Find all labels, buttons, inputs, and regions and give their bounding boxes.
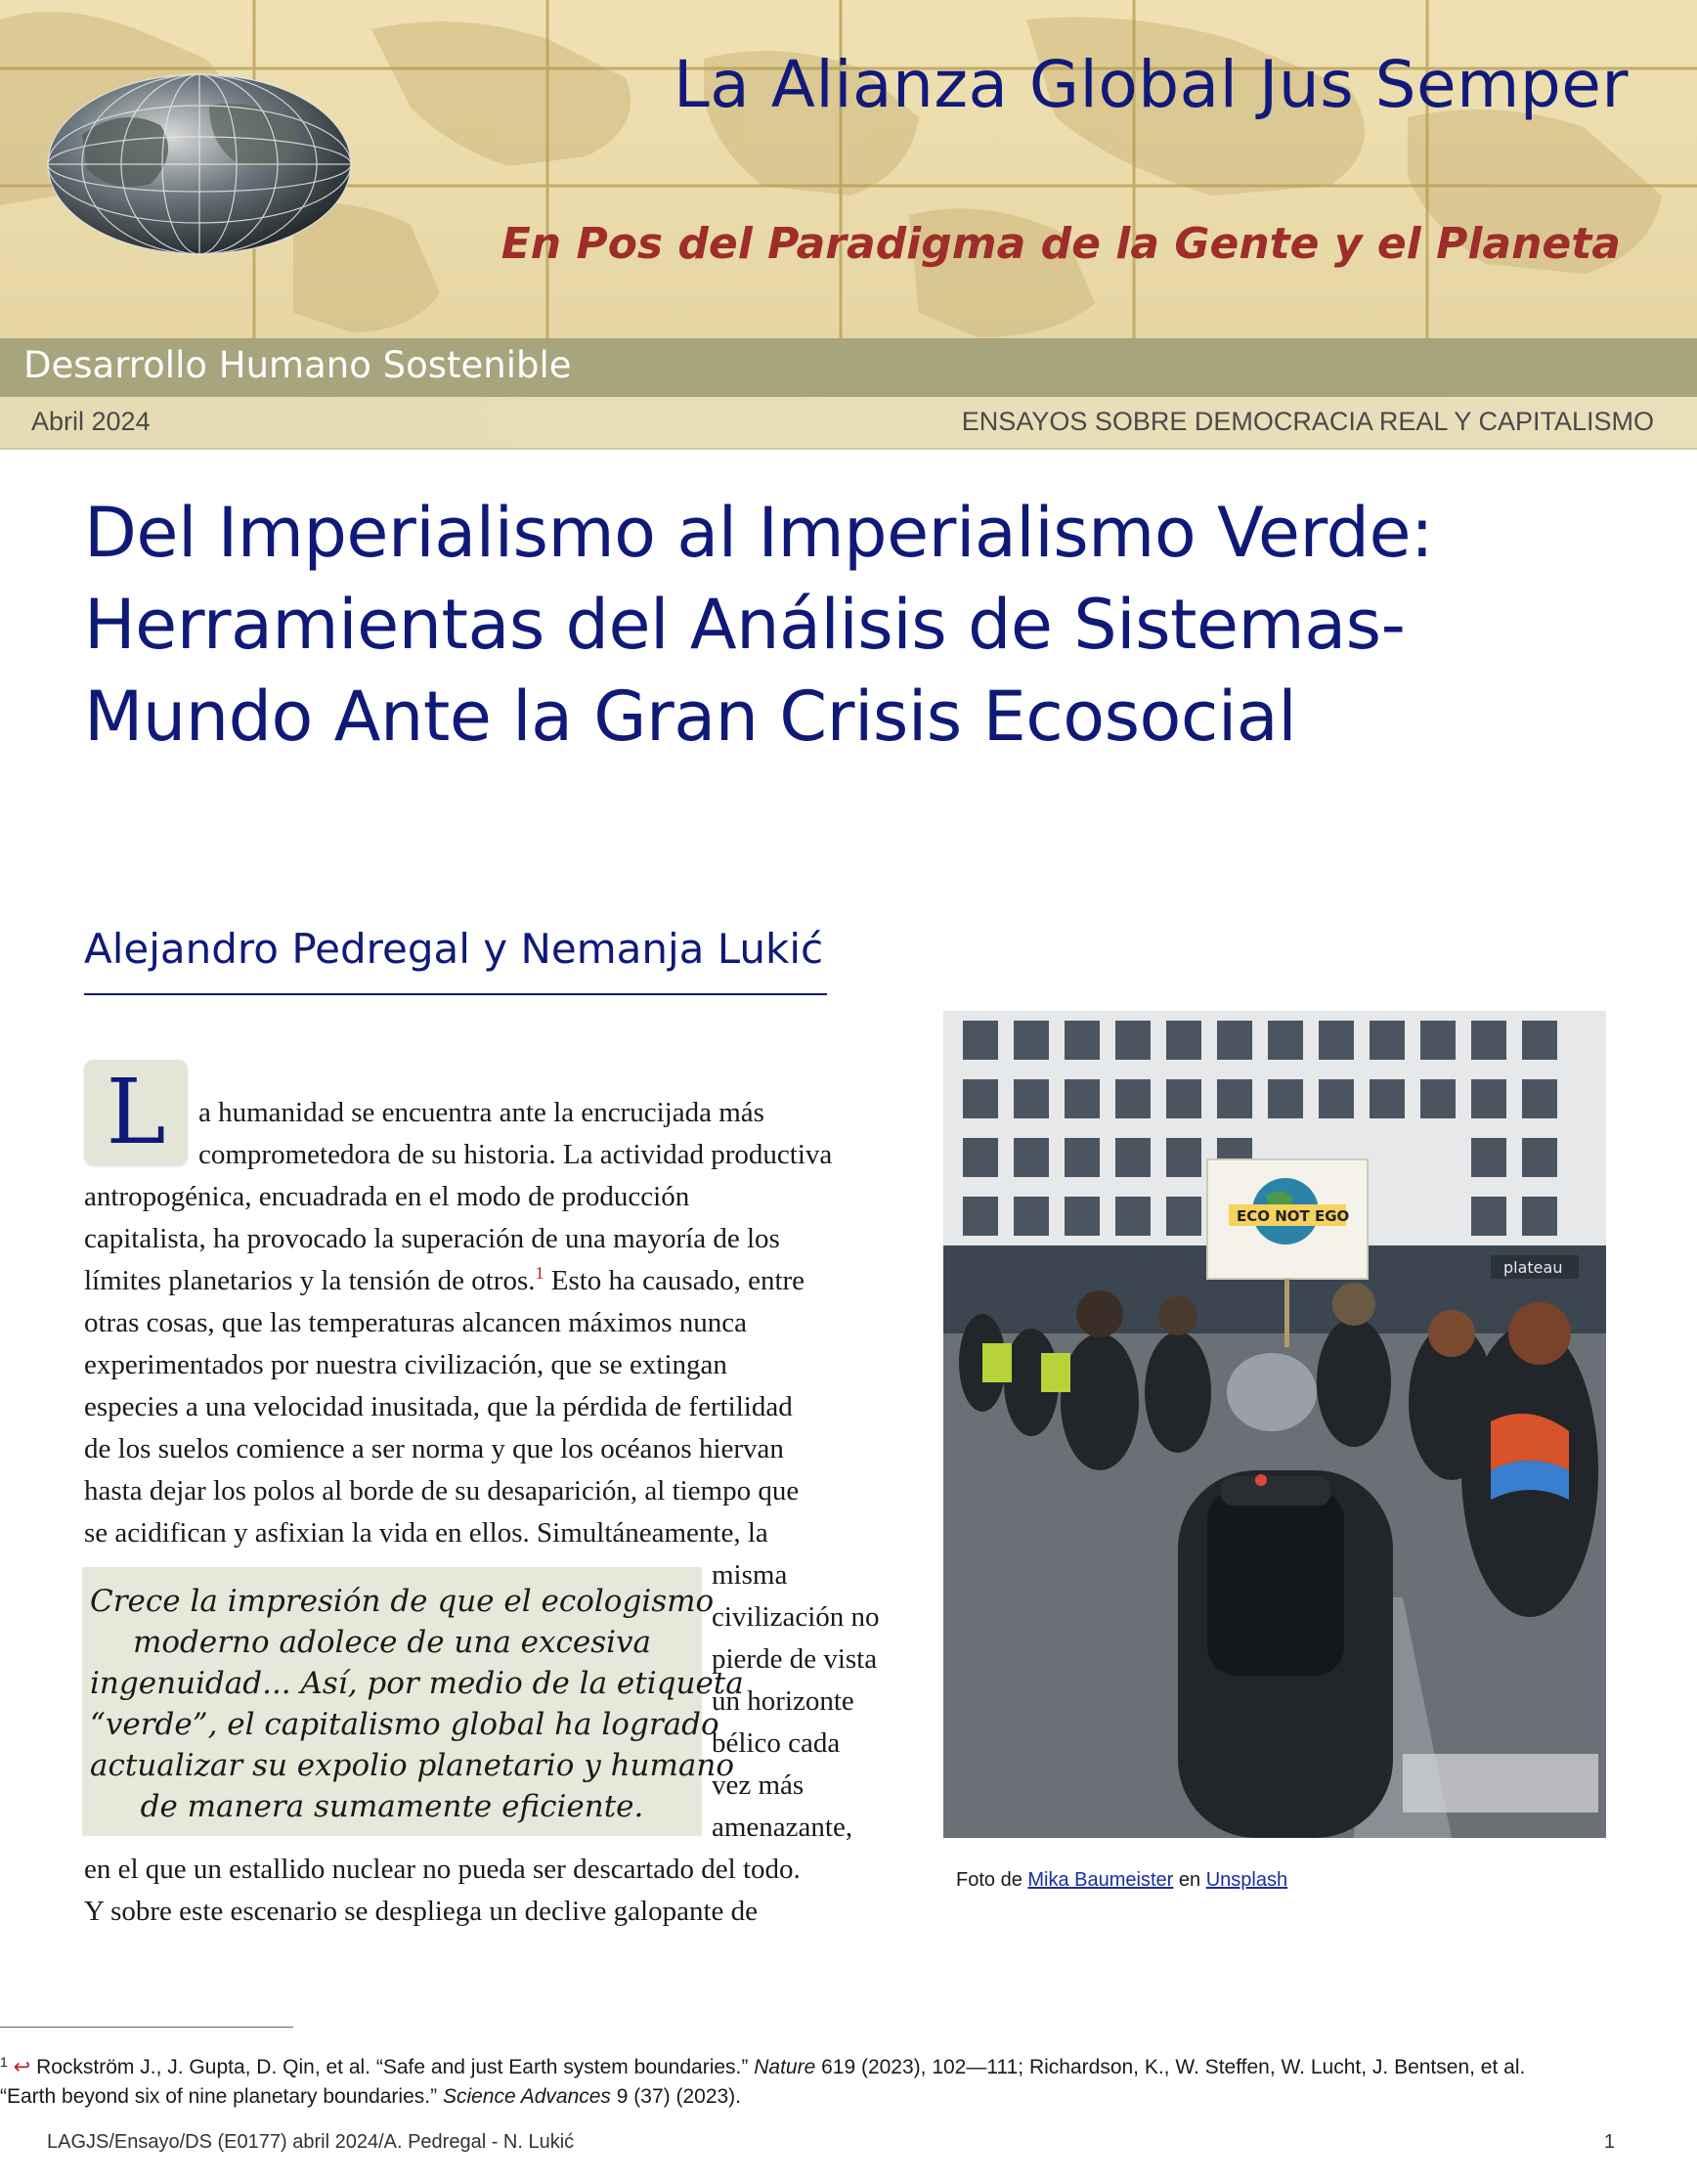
page-banner — [0, 0, 1697, 342]
text-line: pierde de vista — [712, 1643, 878, 1675]
text-line: bélico cada — [712, 1727, 841, 1759]
text-line: comprometedora de su historia. La actividad productiva — [198, 1139, 833, 1170]
text-line: en el que un estallido nuclear no pueda ser descartado del todo. — [84, 1854, 801, 1885]
text-line: especies a una velocidad inusitada, que la pérdida de fertilidad — [84, 1391, 793, 1422]
authors-underline — [84, 993, 827, 995]
title-line: Herramientas del Análisis de Sistemas- — [84, 585, 1406, 665]
caption-text: Foto de — [956, 1869, 1028, 1891]
drop-cap: L — [84, 1060, 188, 1165]
quote-line: Crece la impresión de que el ecologismo — [90, 1584, 715, 1619]
text-fragment: Rockström J., J. Gupta, D. Qin, et al. “Safe and just Earth system boundaries.” — [30, 2056, 755, 2078]
quote-line: “verde”, el capitalismo global ha logrado — [90, 1707, 719, 1742]
issue-date: Abril 2024 — [31, 407, 151, 436]
text-line — [84, 1260, 805, 1302]
side-text — [712, 1554, 880, 1849]
protest-sign: ECO NOT EGO — [1237, 1207, 1350, 1225]
text-line: capitalista, ha provocado la superación de una mayoría de los — [84, 1223, 780, 1254]
title-line: Mundo Ante la Gran Crisis Ecosocial — [84, 677, 1297, 757]
photo-caption — [956, 1869, 1287, 1892]
tail-text — [84, 1849, 801, 1933]
quote-line: de manera sumamente eficiente. — [140, 1789, 644, 1824]
text-line: civilización no — [712, 1601, 880, 1633]
text-line: misma — [712, 1559, 788, 1591]
text-fragment: “Earth beyond six of nine planetary boundaries.” — [0, 2085, 443, 2108]
section-bar — [0, 338, 1697, 397]
text-fragment: Esto ha causado, entre — [544, 1265, 805, 1296]
text-line: Y sobre este escenario se despliega un declive galopante de — [84, 1896, 759, 1927]
text-line: vez más — [712, 1769, 805, 1801]
date-bar — [0, 397, 1697, 450]
text-line: antropogénica, encuadrada en el modo de producción — [84, 1181, 690, 1212]
authors: Alejandro Pedregal y Nemanja Lukić — [84, 925, 824, 973]
text-line: amenazante, — [712, 1812, 853, 1843]
site-tagline: En Pos del Paradigma de la Gente y el Planeta — [500, 219, 1621, 269]
globe-logo-icon — [43, 66, 356, 262]
quote-line: moderno adolece de una excesiva — [132, 1625, 652, 1660]
footnote-line — [0, 2047, 1697, 2082]
section-label: Desarrollo Humano Sostenible — [23, 344, 572, 386]
pull-quote — [82, 1567, 744, 1836]
body-text — [84, 1176, 805, 1554]
text-fragment: límites planetarios y la tensión de otros. — [84, 1265, 536, 1296]
text-line: a humanidad se encuentra ante la encrucijada más — [198, 1097, 764, 1128]
building-sign: plateau — [1503, 1258, 1563, 1277]
photographer-link[interactable]: Mika Baumeister — [1027, 1869, 1174, 1891]
journal-name: Nature — [754, 2056, 816, 2078]
protest-photo — [943, 1011, 1606, 1838]
footnote-back-arrow-icon[interactable]: ↩ — [13, 2056, 31, 2078]
title-line: Del Imperialismo al Imperialismo Verde: — [84, 493, 1434, 573]
footnote-divider — [0, 2027, 293, 2028]
text-line: un horizonte — [712, 1685, 854, 1717]
text-fragment: 619 (2023), 102—111; Richardson, K., W. Steffen, W. Lucht, J. Bentsen, et al. — [815, 2056, 1526, 2078]
quote-line: actualizar su expolio planetario y humano — [90, 1748, 735, 1783]
site-title: La Alianza Global Jus Semper — [674, 47, 1629, 122]
text-line: otras cosas, que las temperaturas alcancen máximos nunca — [84, 1307, 748, 1338]
footnote-number: 1 — [0, 2054, 8, 2070]
footer-reference: LAGJS/Ensayo/DS (E0177) abril 2024/A. Pedregal - N. Lukić — [47, 2131, 575, 2153]
text-line: experimentados por nuestra civilización, que se extingan — [84, 1349, 727, 1380]
text-fragment: 9 (37) (2023). — [610, 2085, 742, 2108]
source-link[interactable]: Unsplash — [1205, 1869, 1288, 1891]
text-line: hasta dejar los polos al borde de su desaparición, al tiempo que — [84, 1475, 800, 1507]
journal-name: Science Advances — [442, 2085, 611, 2108]
page-number: 1 — [1603, 2131, 1615, 2153]
quote-line: ingenuidad... Así, por medio de la etiqueta — [90, 1666, 744, 1701]
text-line: se acidifican y asfixian la vida en ellos. Simultáneamente, la — [84, 1517, 768, 1549]
article-title — [84, 487, 1648, 763]
footnote — [0, 2047, 1697, 2112]
intro-text — [198, 1092, 832, 1176]
caption-text: en — [1173, 1869, 1206, 1891]
footnote-line — [0, 2082, 1697, 2112]
footnote-reference-link[interactable]: 1 — [535, 1263, 544, 1283]
text-line: de los suelos comience a ser norma y que los océanos hiervan — [84, 1433, 784, 1464]
series-label: ENSAYOS SOBRE DEMOCRACIA REAL Y CAPITALISMO — [961, 407, 1654, 436]
